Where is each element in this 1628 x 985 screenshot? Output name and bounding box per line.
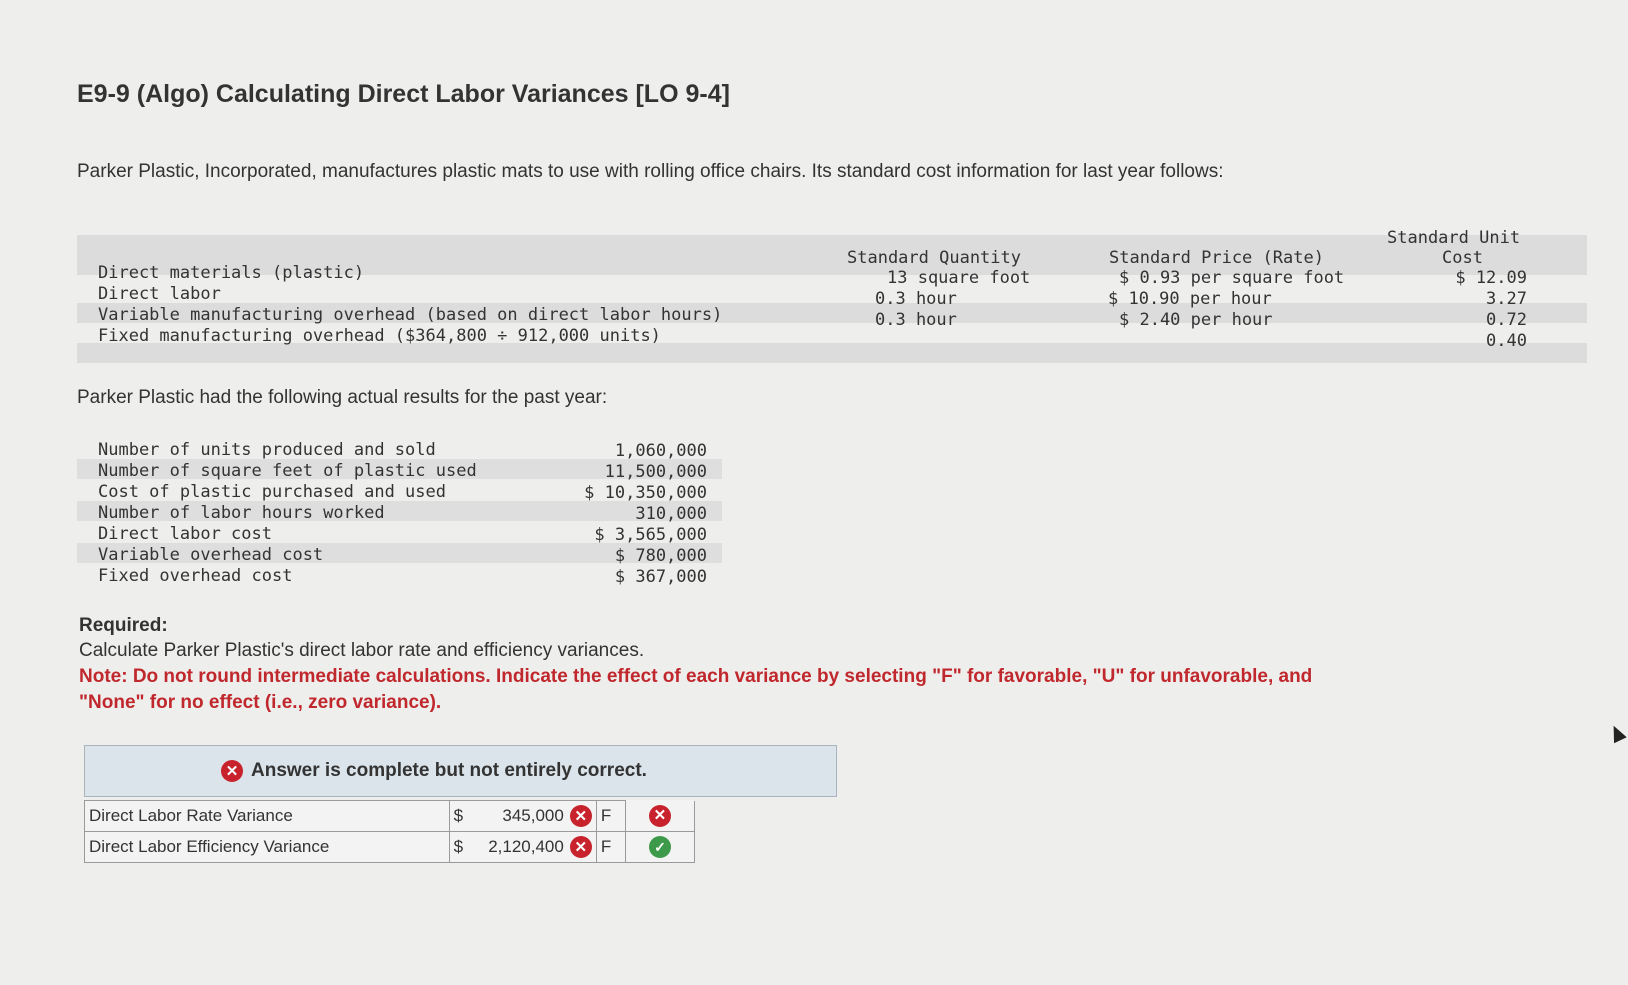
mouse-cursor-icon	[1607, 723, 1626, 743]
actual-label: Number of units produced and sold	[98, 440, 436, 460]
actual-label: Number of labor hours worked	[98, 503, 385, 523]
effect-select[interactable]: F	[596, 832, 625, 863]
x-circle-icon: ✕	[570, 836, 592, 858]
answer-value-input[interactable]: 2,120,400	[488, 837, 564, 856]
row-label: Variable manufacturing overhead (based on direct labor hours)	[98, 305, 723, 325]
answer-status-text: Answer is complete but not entirely correct.	[251, 760, 647, 781]
row-cost: 0.40	[1486, 331, 1527, 351]
actual-label: Number of square feet of plastic used	[98, 461, 477, 481]
x-circle-icon: ✕	[570, 805, 592, 827]
result-cell	[625, 801, 694, 832]
actual-value: $ 10,350,000	[584, 483, 707, 503]
header-standard-quantity: Standard Quantity	[847, 248, 1021, 268]
currency-symbol: $	[453, 837, 464, 856]
row-quantity: 13 square foot	[887, 268, 1031, 288]
required-label: Required:	[79, 615, 168, 636]
answer-value-cell[interactable]	[449, 801, 596, 832]
actual-value: 310,000	[635, 504, 707, 524]
row-quantity: 0.3 hour	[875, 289, 957, 309]
actual-value: $ 780,000	[614, 546, 707, 566]
currency-symbol: $	[453, 806, 464, 825]
actual-label: Direct labor cost	[98, 524, 272, 544]
answer-label: Direct Labor Efficiency Variance	[85, 832, 450, 863]
actual-value: 11,500,000	[604, 462, 707, 482]
row-cost: 3.27	[1486, 289, 1527, 309]
result-cell	[625, 832, 694, 863]
answer-label: Direct Labor Rate Variance	[85, 801, 450, 832]
row-label: Fixed manufacturing overhead ($364,800 ÷ 912,000 units)	[98, 326, 661, 346]
actual-results-intro: Parker Plastic had the following actual results for the past year:	[77, 387, 608, 408]
answer-table	[84, 800, 695, 863]
answer-value-cell[interactable]	[449, 832, 596, 863]
actual-label: Fixed overhead cost	[98, 566, 293, 586]
row-cost: $ 12.09	[1455, 268, 1527, 288]
required-text: Calculate Parker Plastic's direct labor rate and efficiency variances.	[79, 640, 645, 661]
header-standard-unit-cost: Standard Unit	[1387, 228, 1521, 248]
page-title: E9-9 (Algo) Calculating Direct Labor Variances [LO 9-4]	[77, 80, 730, 108]
actual-value: $ 367,000	[614, 567, 707, 587]
check-circle-icon: ✓	[649, 836, 671, 858]
row-price: $ 0.93 per square foot	[1119, 268, 1345, 288]
table-row	[85, 832, 695, 863]
answer-value-input[interactable]: 345,000	[502, 806, 564, 825]
header-standard-price: Standard Price (Rate)	[1109, 248, 1324, 268]
problem-intro: Parker Plastic, Incorporated, manufactures plastic mats to use with rolling office chairs. Its standard cost information for last year follows:	[77, 161, 1224, 182]
note-text: Note: Do not round intermediate calculations. Indicate the effect of each variance by selecting "F" for favorable, "U" for unfavorable, and "None" for no effect (i.e., zero variance).	[79, 666, 1313, 713]
row-cost: 0.72	[1486, 310, 1527, 330]
actual-label: Variable overhead cost	[98, 545, 324, 565]
actual-results-table	[77, 440, 727, 590]
row-label: Direct labor	[98, 284, 221, 304]
header-standard-unit-cost: Cost	[1442, 248, 1483, 268]
answer-status-banner	[84, 745, 837, 797]
row-quantity: 0.3 hour	[875, 310, 957, 330]
actual-value: $ 3,565,000	[594, 525, 707, 545]
row-label: Direct materials (plastic)	[98, 263, 365, 283]
actual-label: Cost of plastic purchased and used	[98, 482, 446, 502]
table-row	[85, 801, 695, 832]
row-price: $ 2.40 per hour	[1119, 310, 1273, 330]
actual-value: 1,060,000	[614, 441, 707, 461]
x-circle-icon: ✕	[221, 760, 243, 782]
standard-cost-table	[77, 228, 1587, 365]
row-price: $ 10.90 per hour	[1108, 289, 1272, 309]
x-circle-icon: ✕	[649, 805, 671, 827]
effect-select[interactable]: F	[596, 801, 625, 832]
